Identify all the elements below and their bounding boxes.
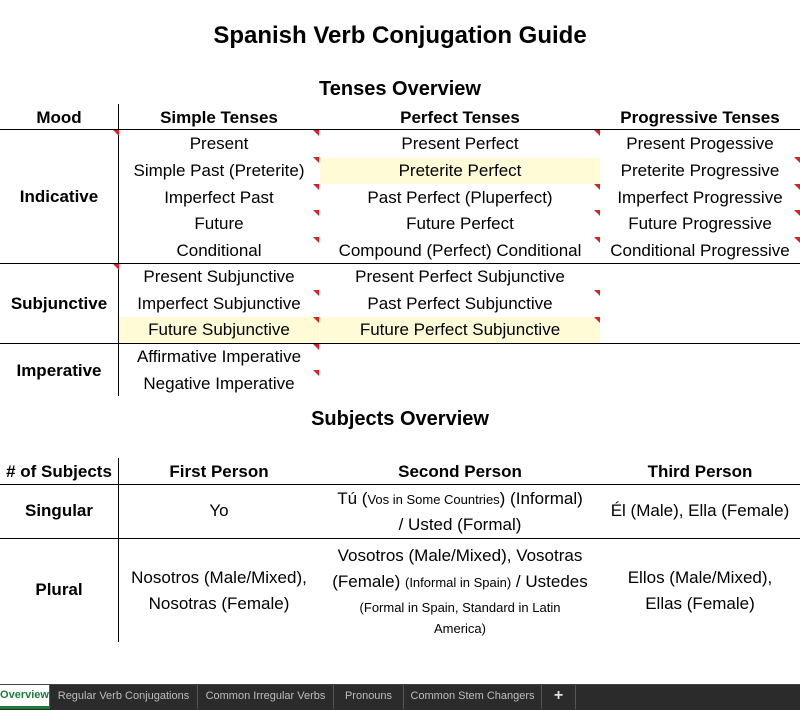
- header-progressive-tenses: Progressive Tenses: [620, 108, 780, 127]
- cell-future-perfect-subjunctive[interactable]: Future Perfect Subjunctive: [320, 317, 600, 343]
- tab-overview[interactable]: Overview: [0, 685, 50, 709]
- divider: [0, 263, 800, 264]
- tab-regular-verb-conjugations[interactable]: Regular Verb Conjugations: [50, 685, 198, 709]
- comment-indicator[interactable]: [594, 210, 600, 216]
- comment-indicator[interactable]: [594, 290, 600, 296]
- cell-ustedes-note[interactable]: (Formal in Spain, Standard in Latin America): [359, 600, 561, 636]
- cell-preterite-perfect[interactable]: Preterite Perfect: [320, 158, 600, 184]
- header-perfect-tenses: Perfect Tenses: [400, 108, 520, 127]
- comment-indicator[interactable]: [313, 130, 319, 136]
- cell-imperfect-progressive[interactable]: Imperfect Progressive: [617, 188, 783, 207]
- cell-ellas[interactable]: Ellas (Female): [645, 594, 755, 613]
- comment-indicator[interactable]: [794, 210, 800, 216]
- cell-present-perfect-subjunctive[interactable]: Present Perfect Subjunctive: [355, 267, 565, 286]
- cell-nosotras[interactable]: Nosotras (Female): [148, 594, 290, 613]
- mood-imperative: Imperative: [16, 361, 102, 380]
- comment-indicator[interactable]: [313, 210, 319, 216]
- cell-past-perfect-subjunctive[interactable]: Past Perfect Subjunctive: [367, 294, 553, 313]
- cell-present-progressive[interactable]: Present Progessive: [626, 134, 774, 153]
- comment-indicator[interactable]: [794, 237, 800, 243]
- comment-indicator[interactable]: [113, 130, 119, 136]
- cell-simple-past[interactable]: Simple Past (Preterite): [133, 161, 305, 180]
- cell-present-subjunctive[interactable]: Present Subjunctive: [143, 267, 295, 286]
- add-sheet-button[interactable]: +: [542, 685, 576, 709]
- comment-indicator[interactable]: [313, 317, 319, 323]
- cell-imperfect-past[interactable]: Imperfect Past: [164, 188, 274, 207]
- cell-preterite-progressive[interactable]: Preterite Progressive: [620, 161, 780, 180]
- cell-present[interactable]: Present: [189, 134, 249, 153]
- cell-yo[interactable]: Yo: [209, 501, 229, 520]
- sheet-tab-bar: [0, 684, 800, 710]
- cell-future-perfect[interactable]: Future Perfect: [406, 214, 514, 233]
- header-third-person: Third Person: [647, 462, 753, 481]
- header-number-of-subjects: # of Subjects: [6, 462, 112, 481]
- header-second-person: Second Person: [398, 462, 522, 481]
- comment-indicator[interactable]: [313, 184, 319, 190]
- cell-conditional-progressive[interactable]: Conditional Progressive: [610, 241, 790, 260]
- row-plural-label: Plural: [35, 580, 83, 599]
- mood-subjunctive: Subjunctive: [10, 294, 108, 313]
- row-singular-label: Singular: [24, 501, 93, 520]
- comment-indicator[interactable]: [794, 157, 800, 163]
- header-first-person: First Person: [169, 462, 269, 481]
- comment-indicator[interactable]: [594, 237, 600, 243]
- cell-future[interactable]: Future: [194, 214, 244, 233]
- cell-affirmative-imperative[interactable]: Affirmative Imperative: [136, 347, 302, 366]
- divider: [0, 343, 800, 344]
- comment-indicator[interactable]: [113, 264, 119, 270]
- comment-indicator[interactable]: [594, 317, 600, 323]
- tab-common-stem-changers[interactable]: Common Stem Changers: [404, 685, 542, 709]
- subjects-section-title: Subjects Overview: [311, 408, 489, 430]
- divider: [0, 129, 800, 130]
- header-mood: Mood: [36, 108, 82, 127]
- comment-indicator[interactable]: [794, 184, 800, 190]
- cell-vosotros[interactable]: Vosotros (Male/Mixed), Vosotras: [337, 546, 583, 565]
- comment-indicator[interactable]: [594, 184, 600, 190]
- cell-third-singular[interactable]: Él (Male), Ella (Female): [610, 501, 790, 520]
- cell-negative-imperative[interactable]: Negative Imperative: [143, 374, 295, 393]
- tab-pronouns[interactable]: Pronouns: [334, 685, 404, 709]
- divider: [0, 484, 800, 485]
- cell-present-perfect[interactable]: Present Perfect: [401, 134, 519, 153]
- comment-indicator[interactable]: [313, 157, 319, 163]
- cell-future-progressive[interactable]: Future Progressive: [628, 214, 772, 233]
- comment-indicator[interactable]: [313, 370, 319, 376]
- cell-ellos[interactable]: Ellos (Male/Mixed),: [627, 568, 773, 587]
- tab-common-irregular-verbs[interactable]: Common Irregular Verbs: [198, 685, 334, 709]
- cell-second-singular[interactable]: Tú (Vos in Some Countries) (Informal): [337, 489, 583, 508]
- cell-nosotros[interactable]: Nosotros (Male/Mixed),: [131, 568, 307, 587]
- cell-past-perfect[interactable]: Past Perfect (Pluperfect): [367, 188, 553, 207]
- tenses-section-title: Tenses Overview: [319, 78, 481, 100]
- page-title: Spanish Verb Conjugation Guide: [213, 22, 587, 49]
- cell-second-singular-formal[interactable]: / Usted (Formal): [398, 515, 522, 534]
- cell-compound-conditional[interactable]: Compound (Perfect) Conditional: [338, 241, 582, 260]
- mood-indicative: Indicative: [19, 187, 99, 206]
- subject-divider: [118, 458, 119, 642]
- comment-indicator[interactable]: [313, 344, 319, 350]
- cell-imperfect-subjunctive[interactable]: Imperfect Subjunctive: [137, 294, 301, 313]
- divider: [0, 538, 800, 539]
- cell-vosotras-female[interactable]: (Female) (Informal in Spain) / Ustedes: [332, 572, 588, 591]
- cell-future-subjunctive[interactable]: Future Subjunctive: [119, 317, 319, 343]
- comment-indicator[interactable]: [594, 130, 600, 136]
- header-simple-tenses: Simple Tenses: [160, 108, 278, 127]
- comment-indicator[interactable]: [313, 290, 319, 296]
- cell-conditional[interactable]: Conditional: [176, 241, 262, 260]
- comment-indicator[interactable]: [313, 237, 319, 243]
